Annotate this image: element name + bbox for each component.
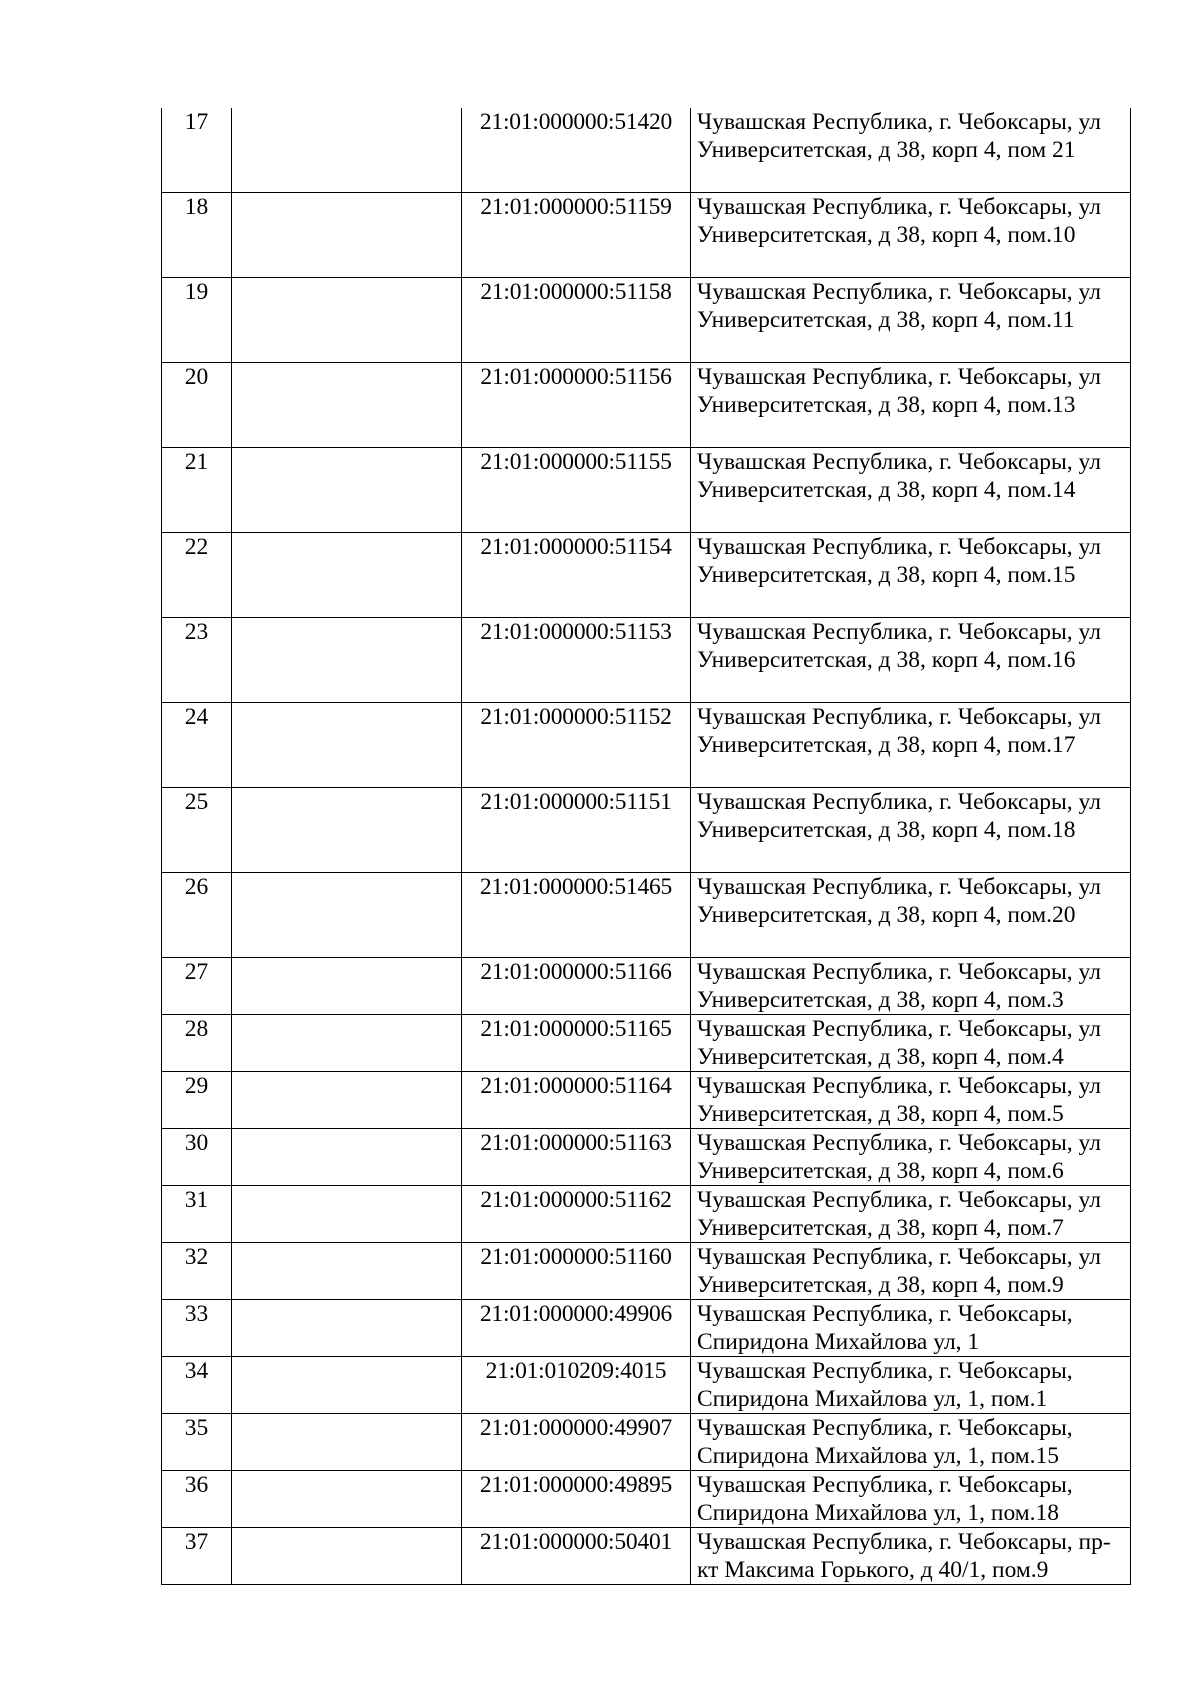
row-number: 36 <box>162 1471 232 1528</box>
address-cell: Чувашская Республика, г. Чебоксары, ул Университетская, д 38, корп 4, пом.11 <box>691 278 1131 363</box>
table-row <box>162 1471 1131 1528</box>
cadastral-number: 21:01:000000:51155 <box>462 448 691 533</box>
table-row <box>162 448 1131 533</box>
table-row <box>162 788 1131 873</box>
address-cell: Чувашская Республика, г. Чебоксары, ул Университетская, д 38, корп 4, пом.3 <box>691 958 1131 1015</box>
cadastral-number: 21:01:000000:49906 <box>462 1300 691 1357</box>
table-row <box>162 108 1131 193</box>
row-number: 18 <box>162 193 232 278</box>
row-number: 24 <box>162 703 232 788</box>
table-row <box>162 1414 1131 1471</box>
row-number: 23 <box>162 618 232 703</box>
owner-cell <box>232 1471 462 1528</box>
cadastral-number: 21:01:000000:51153 <box>462 618 691 703</box>
cadastral-number: 21:01:000000:51156 <box>462 363 691 448</box>
owner-cell <box>232 193 462 278</box>
table-row <box>162 618 1131 703</box>
table-row <box>162 958 1131 1015</box>
row-number: 25 <box>162 788 232 873</box>
cadastral-number: 21:01:000000:51159 <box>462 193 691 278</box>
row-number: 35 <box>162 1414 232 1471</box>
table-row <box>162 1243 1131 1300</box>
table-row <box>162 1357 1131 1414</box>
address-cell: Чувашская Республика, г. Чебоксары, ул Университетская, д 38, корп 4, пом.6 <box>691 1129 1131 1186</box>
address-cell: Чувашская Республика, г. Чебоксары, ул Университетская, д 38, корп 4, пом.5 <box>691 1072 1131 1129</box>
table-row <box>162 1015 1131 1072</box>
owner-cell <box>232 1129 462 1186</box>
table-row <box>162 1528 1131 1585</box>
address-cell: Чувашская Республика, г. Чебоксары, ул Университетская, д 38, корп 4, пом.18 <box>691 788 1131 873</box>
cadastral-number: 21:01:000000:51465 <box>462 873 691 958</box>
owner-cell <box>232 703 462 788</box>
row-number: 29 <box>162 1072 232 1129</box>
row-number: 22 <box>162 533 232 618</box>
address-cell: Чувашская Республика, г. Чебоксары, ул Университетская, д 38, корп 4, пом.10 <box>691 193 1131 278</box>
address-cell: Чувашская Республика, г. Чебоксары, ул Университетская, д 38, корп 4, пом.7 <box>691 1186 1131 1243</box>
table-row <box>162 1129 1131 1186</box>
address-cell: Чувашская Республика, г. Чебоксары, Спиридона Михайлова ул, 1, пом.15 <box>691 1414 1131 1471</box>
row-number: 37 <box>162 1528 232 1585</box>
cadastral-number: 21:01:000000:51163 <box>462 1129 691 1186</box>
address-cell: Чувашская Республика, г. Чебоксары, ул Университетская, д 38, корп 4, пом.16 <box>691 618 1131 703</box>
table-row <box>162 1072 1131 1129</box>
owner-cell <box>232 533 462 618</box>
property-table-body <box>162 108 1131 1585</box>
address-cell: Чувашская Республика, г. Чебоксары, ул Университетская, д 38, корп 4, пом.17 <box>691 703 1131 788</box>
address-cell: Чувашская Республика, г. Чебоксары, ул Университетская, д 38, корп 4, пом 21 <box>691 108 1131 193</box>
cadastral-number: 21:01:000000:51420 <box>462 108 691 193</box>
cadastral-number: 21:01:000000:51158 <box>462 278 691 363</box>
address-cell: Чувашская Республика, г. Чебоксары, ул Университетская, д 38, корп 4, пом.13 <box>691 363 1131 448</box>
owner-cell <box>232 1357 462 1414</box>
cadastral-number: 21:01:000000:51162 <box>462 1186 691 1243</box>
row-number: 32 <box>162 1243 232 1300</box>
cadastral-number: 21:01:000000:51166 <box>462 958 691 1015</box>
table-row <box>162 278 1131 363</box>
owner-cell <box>232 1186 462 1243</box>
owner-cell <box>232 1072 462 1129</box>
cadastral-number: 21:01:000000:49907 <box>462 1414 691 1471</box>
cadastral-number: 21:01:000000:51160 <box>462 1243 691 1300</box>
row-number: 20 <box>162 363 232 448</box>
table-row <box>162 873 1131 958</box>
row-number: 31 <box>162 1186 232 1243</box>
cadastral-number: 21:01:010209:4015 <box>462 1357 691 1414</box>
table-row <box>162 703 1131 788</box>
address-cell: Чувашская Республика, г. Чебоксары, ул Университетская, д 38, корп 4, пом.9 <box>691 1243 1131 1300</box>
cadastral-number: 21:01:000000:51151 <box>462 788 691 873</box>
cadastral-number: 21:01:000000:50401 <box>462 1528 691 1585</box>
cadastral-number: 21:01:000000:51165 <box>462 1015 691 1072</box>
address-cell: Чувашская Республика, г. Чебоксары, ул Университетская, д 38, корп 4, пом.4 <box>691 1015 1131 1072</box>
owner-cell <box>232 278 462 363</box>
table-row <box>162 193 1131 278</box>
row-number: 21 <box>162 448 232 533</box>
document-page <box>161 108 1130 1585</box>
owner-cell <box>232 788 462 873</box>
property-table <box>161 108 1131 1585</box>
table-row <box>162 1300 1131 1357</box>
owner-cell <box>232 1015 462 1072</box>
address-cell: Чувашская Республика, г. Чебоксары, ул Университетская, д 38, корп 4, пом.20 <box>691 873 1131 958</box>
owner-cell <box>232 1528 462 1585</box>
table-row <box>162 363 1131 448</box>
row-number: 30 <box>162 1129 232 1186</box>
cadastral-number: 21:01:000000:51164 <box>462 1072 691 1129</box>
address-cell: Чувашская Республика, г. Чебоксары, пр-кт Максима Горького, д 40/1, пом.9 <box>691 1528 1131 1585</box>
owner-cell <box>232 1300 462 1357</box>
table-row <box>162 533 1131 618</box>
owner-cell <box>232 873 462 958</box>
owner-cell <box>232 448 462 533</box>
row-number: 34 <box>162 1357 232 1414</box>
row-number: 17 <box>162 108 232 193</box>
address-cell: Чувашская Республика, г. Чебоксары, Спиридона Михайлова ул, 1 <box>691 1300 1131 1357</box>
owner-cell <box>232 363 462 448</box>
row-number: 33 <box>162 1300 232 1357</box>
table-row <box>162 1186 1131 1243</box>
row-number: 19 <box>162 278 232 363</box>
owner-cell <box>232 1414 462 1471</box>
owner-cell <box>232 618 462 703</box>
owner-cell <box>232 1243 462 1300</box>
row-number: 27 <box>162 958 232 1015</box>
address-cell: Чувашская Республика, г. Чебоксары, Спиридона Михайлова ул, 1, пом.18 <box>691 1471 1131 1528</box>
address-cell: Чувашская Республика, г. Чебоксары, ул Университетская, д 38, корп 4, пом.15 <box>691 533 1131 618</box>
row-number: 28 <box>162 1015 232 1072</box>
cadastral-number: 21:01:000000:51154 <box>462 533 691 618</box>
cadastral-number: 21:01:000000:49895 <box>462 1471 691 1528</box>
owner-cell <box>232 958 462 1015</box>
owner-cell <box>232 108 462 193</box>
address-cell: Чувашская Республика, г. Чебоксары, ул Университетская, д 38, корп 4, пом.14 <box>691 448 1131 533</box>
address-cell: Чувашская Республика, г. Чебоксары, Спиридона Михайлова ул, 1, пом.1 <box>691 1357 1131 1414</box>
cadastral-number: 21:01:000000:51152 <box>462 703 691 788</box>
row-number: 26 <box>162 873 232 958</box>
